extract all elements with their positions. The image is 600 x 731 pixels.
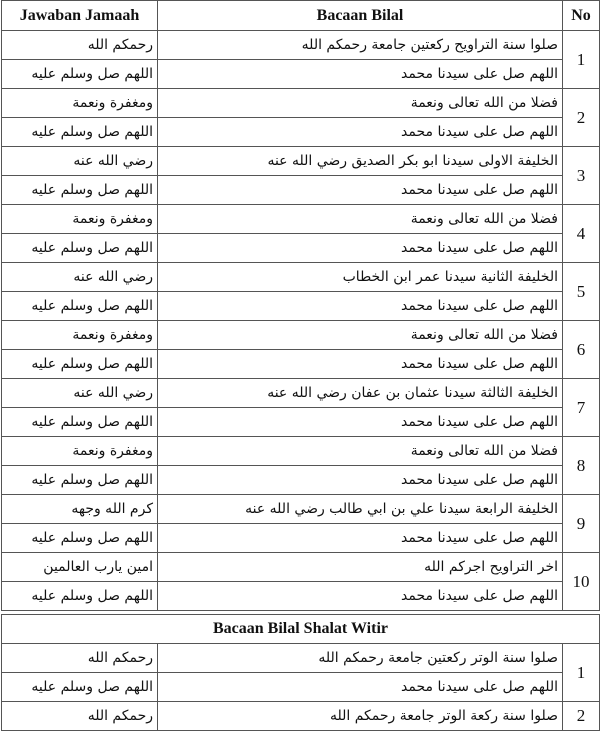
table-row (2, 60, 600, 89)
table-row (2, 524, 600, 553)
bacaan-bilal-cell: صلوا سنة الوتر ركعتين جامعة رحمكم الله (158, 644, 563, 673)
table-row (2, 582, 600, 611)
jawaban-jamaah-cell: اللهم صل وسلم عليه (2, 60, 158, 89)
table-row (2, 89, 600, 118)
table-row (2, 31, 600, 60)
bacaan-bilal-cell: اللهم صل على سيدنا محمد (158, 118, 563, 147)
row-number-cell: 6 (563, 321, 600, 379)
jawaban-jamaah-cell: اللهم صل وسلم عليه (2, 350, 158, 379)
bacaan-bilal-cell: اللهم صل على سيدنا محمد (158, 234, 563, 263)
bacaan-bilal-cell: اللهم صل على سيدنا محمد (158, 466, 563, 495)
table-row (2, 437, 600, 466)
table-row (2, 466, 600, 495)
bacaan-bilal-cell: اللهم صل على سيدنا محمد (158, 176, 563, 205)
table-row (2, 321, 600, 350)
row-number-cell: 4 (563, 205, 600, 263)
jawaban-jamaah-cell: اللهم صل وسلم عليه (2, 466, 158, 495)
jawaban-jamaah-cell: اللهم صل وسلم عليه (2, 408, 158, 437)
table-row (2, 495, 600, 524)
table-row (2, 408, 600, 437)
jawaban-jamaah-cell: امين يارب العالمين (2, 553, 158, 582)
jawaban-jamaah-cell: ومغفرة ونعمة (2, 205, 158, 234)
bacaan-bilal-cell: فضلا من الله تعالى ونعمة (158, 89, 563, 118)
header-row (2, 1, 600, 31)
bacaan-bilal-cell: صلوا سنة ركعة الوتر جامعة رحمكم الله (158, 702, 563, 731)
row-number-cell: 1 (563, 644, 600, 702)
bacaan-bilal-cell: الخليفة الرابعة سيدنا علي بن ابي طالب رضي الله عنه (158, 495, 563, 524)
row-number-cell: 9 (563, 495, 600, 553)
jawaban-jamaah-cell: ومغفرة ونعمة (2, 321, 158, 350)
jawaban-jamaah-cell: رضي الله عنه (2, 147, 158, 176)
jawaban-jamaah-cell: ومغفرة ونعمة (2, 437, 158, 466)
bacaan-bilal-cell: الخليفة الاولى سيدنا ابو بكر الصديق رضي الله عنه (158, 147, 563, 176)
jawaban-jamaah-cell: رضي الله عنه (2, 263, 158, 292)
row-number-cell: 2 (563, 702, 600, 731)
witir-section-row (2, 615, 600, 644)
jawaban-jamaah-cell: رحمكم الله (2, 644, 158, 673)
table-row (2, 644, 600, 673)
header-jawaban-jamaah: Jawaban Jamaah (2, 1, 158, 31)
bacaan-bilal-cell: الخليفة الثالثة سيدنا عثمان بن عفان رضي الله عنه (158, 379, 563, 408)
row-number-cell: 10 (563, 553, 600, 611)
bacaan-bilal-cell: اللهم صل على سيدنا محمد (158, 350, 563, 379)
row-number-cell: 5 (563, 263, 600, 321)
jawaban-jamaah-cell: ومغفرة ونعمة (2, 89, 158, 118)
bacaan-bilal-cell: فضلا من الله تعالى ونعمة (158, 205, 563, 234)
witir-section-title: Bacaan Bilal Shalat Witir (2, 615, 600, 644)
table-row (2, 673, 600, 702)
jawaban-jamaah-cell: رحمكم الله (2, 702, 158, 731)
bilal-table (1, 0, 600, 731)
header-no: No (563, 1, 600, 31)
table-row (2, 205, 600, 234)
jawaban-jamaah-cell: اللهم صل وسلم عليه (2, 582, 158, 611)
bacaan-bilal-cell: اخر التراويح اجركم الله (158, 553, 563, 582)
bacaan-bilal-cell: فضلا من الله تعالى ونعمة (158, 437, 563, 466)
jawaban-jamaah-cell: كرم الله وجهه (2, 495, 158, 524)
jawaban-jamaah-cell: اللهم صل وسلم عليه (2, 292, 158, 321)
bacaan-bilal-cell: اللهم صل على سيدنا محمد (158, 582, 563, 611)
table-row (2, 350, 600, 379)
jawaban-jamaah-cell: رضي الله عنه (2, 379, 158, 408)
table-row (2, 118, 600, 147)
row-number-cell: 3 (563, 147, 600, 205)
table-row (2, 553, 600, 582)
bacaan-bilal-cell: اللهم صل على سيدنا محمد (158, 524, 563, 553)
table-row (2, 176, 600, 205)
jawaban-jamaah-cell: اللهم صل وسلم عليه (2, 118, 158, 147)
table-row (2, 234, 600, 263)
row-number-cell: 2 (563, 89, 600, 147)
jawaban-jamaah-cell: اللهم صل وسلم عليه (2, 234, 158, 263)
bacaan-bilal-cell: صلوا سنة التراويح ركعتين جامعة رحمكم الله (158, 31, 563, 60)
table-row (2, 292, 600, 321)
bacaan-bilal-cell: الخليفة الثانية سيدنا عمر ابن الخطاب (158, 263, 563, 292)
jawaban-jamaah-cell: اللهم صل وسلم عليه (2, 524, 158, 553)
table-row (2, 702, 600, 731)
bacaan-bilal-cell: فضلا من الله تعالى ونعمة (158, 321, 563, 350)
bacaan-bilal-cell: اللهم صل على سيدنا محمد (158, 60, 563, 89)
row-number-cell: 8 (563, 437, 600, 495)
header-bacaan-bilal: Bacaan Bilal (158, 1, 563, 31)
bacaan-bilal-cell: اللهم صل على سيدنا محمد (158, 408, 563, 437)
table-row (2, 379, 600, 408)
bacaan-bilal-cell: اللهم صل على سيدنا محمد (158, 673, 563, 702)
row-number-cell: 1 (563, 31, 600, 89)
jawaban-jamaah-cell: اللهم صل وسلم عليه (2, 176, 158, 205)
bacaan-bilal-cell: اللهم صل على سيدنا محمد (158, 292, 563, 321)
jawaban-jamaah-cell: اللهم صل وسلم عليه (2, 673, 158, 702)
table-row (2, 147, 600, 176)
row-number-cell: 7 (563, 379, 600, 437)
table-row (2, 263, 600, 292)
jawaban-jamaah-cell: رحمكم الله (2, 31, 158, 60)
